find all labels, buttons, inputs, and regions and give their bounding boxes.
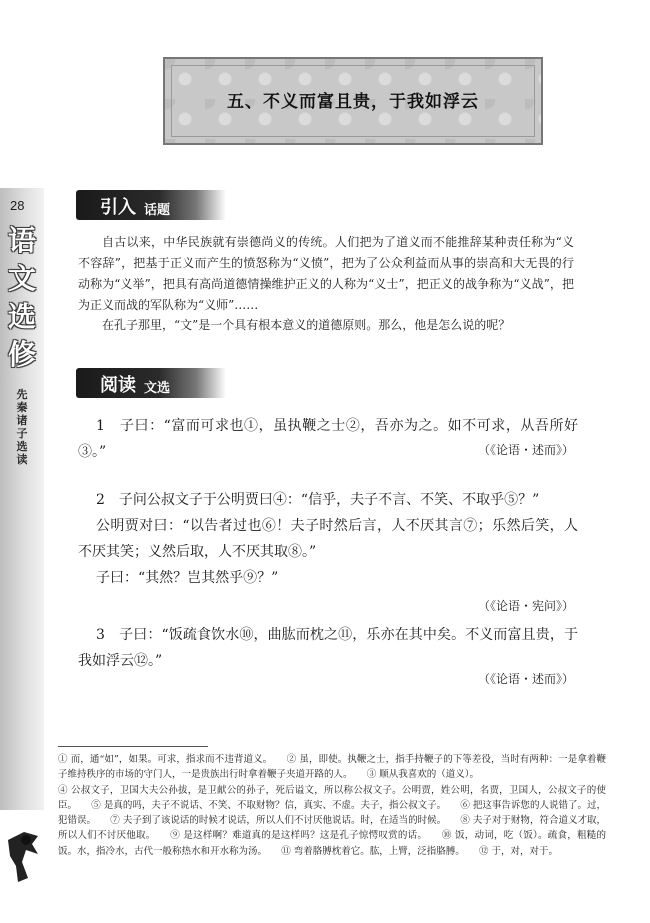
chapter-title-box — [163, 57, 543, 145]
reading-selection-banner — [76, 368, 226, 398]
side-margin — [0, 0, 48, 923]
passage-3: 3 子曰：“饭疏食饮水⑩，曲肱而枕之⑪，乐亦在其中矣。不义而富且贵，于我如浮云⑫。” — [78, 627, 578, 669]
footnote-divider — [58, 746, 208, 747]
book-subtitle-char: 秦 — [16, 401, 28, 414]
banner-main-text: 阅读 — [100, 375, 136, 396]
book-subtitle-vertical — [12, 388, 32, 466]
book-subtitle-char: 诸 — [16, 414, 28, 427]
passage-2-source: （《论语・宪问》） — [477, 599, 574, 613]
ink-figure-decoration — [4, 826, 44, 886]
book-title-char: 语 — [7, 224, 36, 257]
book-subtitle-char: 子 — [16, 427, 28, 440]
passage-1: 1 子曰：“富而可求也①，虽执鞭之士②，吾亦为之。如不可求，从吾所好③。” — [78, 418, 578, 460]
passage-2-line-3: 子曰：“其然？岂其然乎⑨？” — [96, 570, 279, 586]
book-subtitle-char: 先 — [16, 388, 28, 401]
book-title-char: 文 — [7, 262, 36, 295]
book-subtitle-char: 选 — [16, 440, 28, 453]
footnote-group: ① 而，通“如”，如果。可求，指求而不违背道义。 ② 虽，即使。执鞭之士，指手持鞭子的下等差役，当时有两种：一是拿着鞭子维持秩序的市场的守门人，一是贵族出行时拿着鞭子夹道开路的人。 ③ 顺从我喜欢的（道义）。 — [58, 754, 606, 781]
footnotes — [58, 752, 606, 859]
passage-2-line-1: 2 子问公叔文子于公明贾曰④：“信乎，夫子不言、不笑、不取乎⑤？” — [96, 492, 540, 508]
intro-paragraph-2: 在孔子那里，“文”是一个具有根本意义的道德原则。那么，他是怎么说的呢？ — [102, 318, 511, 332]
passage-1-source: （《论语・述而》） — [477, 443, 574, 457]
footnote-group: ④ 公叔文子，卫国大夫公孙拔，是卫献公的孙子，死后谥文，所以称公叔文子。公明贾，姓公明，名贾，卫国人，公叔文子的使臣。 ⑤ 是真的吗，夫子不说话、不笑、不取财物？信，真实、不虚。夫子，指公叔文子。 ⑥ 把这事告诉您的人说错了。过，犯错误。 ⑦ 夫子到了该说话的时候才说话，所以人们不讨厌他说话。时，在适当的时候。 ⑧ 夫子对于财物，符合道义才取，所以人们不讨厌他取。 ⑨ 是这样啊？难道真的是这样吗？这是孔子惊愕叹赏的话。 ⑩ 饭，动词，吃（饭）。疏食，粗糙的饭。水，指冷水，古代一般称热水和开水称为汤。 ⑪ 弯着胳膊枕着它。肱，上臂，泛指胳膊。 ⑫ 于，对，对于。 — [58, 784, 606, 857]
book-title-char: 选 — [7, 300, 36, 333]
page-number: 28 — [10, 198, 25, 213]
intro-topic-banner — [76, 190, 226, 220]
banner-sub-text: 话题 — [144, 203, 171, 218]
chapter-title: 五、不义而富且贵，于我如浮云 — [227, 92, 479, 112]
banner-sub-text: 文选 — [144, 381, 171, 396]
banner-main-text: 引入 — [100, 197, 136, 218]
passage-3-source: （《论语・述而》） — [477, 672, 574, 686]
book-title-vertical — [2, 222, 42, 374]
intro-paragraph-1: 自古以来，中华民族就有崇德尚义的传统。人们把为了道义而不能推辞某种责任称为“义不容辞”，把基于正义而产生的愤怒称为“义愤”，把为了公众利益而从事的崇高和大无畏的行动称为“义举”，把具有高尚道德情操维护正义的人称为“义士”，把正义的战争称为“义战”，把为正义而战的军队称为“义师”…… — [78, 235, 574, 312]
passage-2-line-2: 公明贾对曰：“以告者过也⑥！夫子时然后言，人不厌其言⑦；乐然后笑，人不厌其笑；义然后取，人不厌其取⑧。” — [78, 518, 578, 560]
book-title-char: 修 — [7, 338, 36, 371]
book-subtitle-char: 读 — [16, 453, 28, 466]
